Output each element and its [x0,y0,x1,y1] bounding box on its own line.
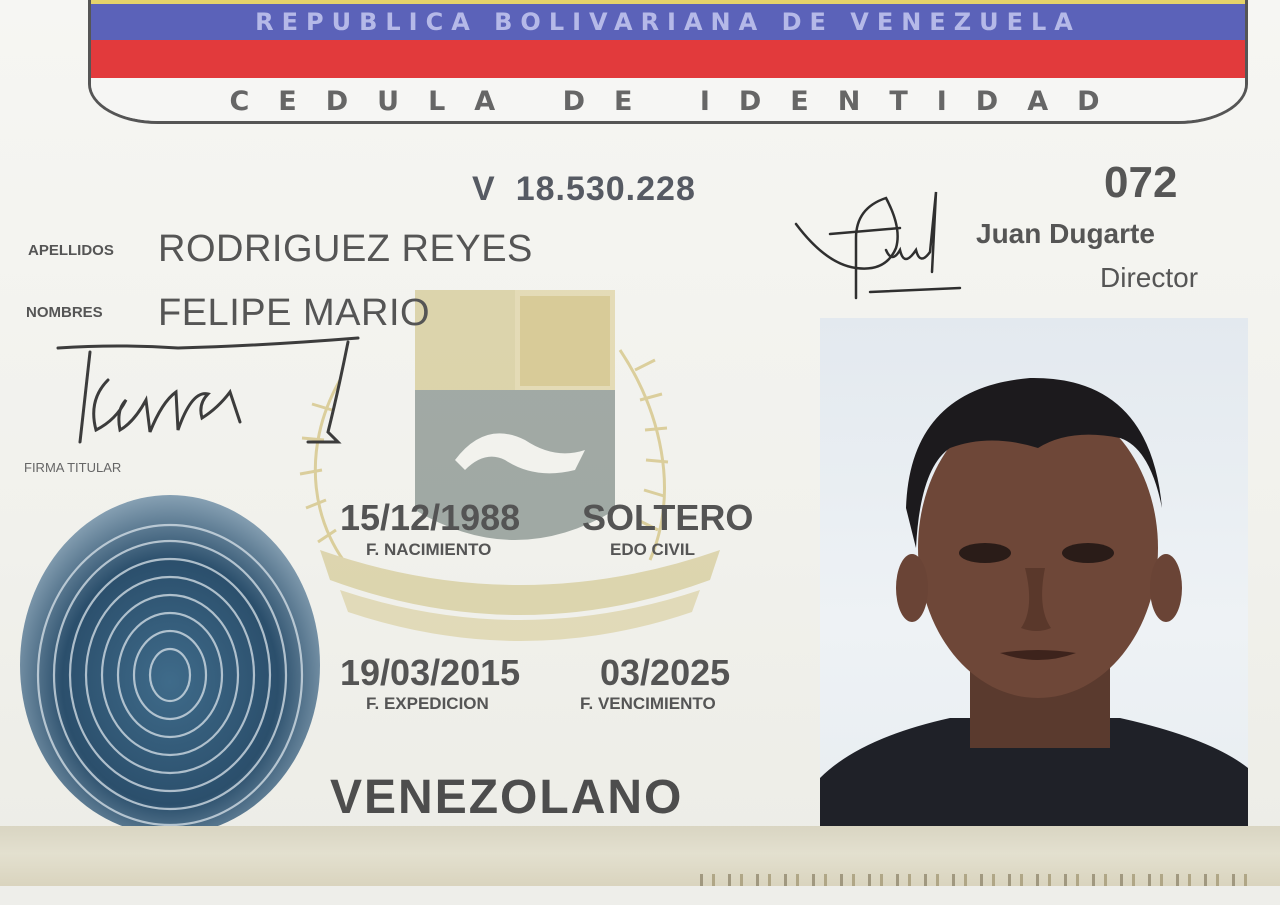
nationality: VENEZOLANO [330,771,684,824]
flag-red-stripe [91,40,1245,78]
civil-status-value: SOLTERO [582,497,754,538]
republic-title: REPUBLICA BOLIVARIANA DE VENEZUELA [255,8,1081,36]
holder-signature-icon [50,330,370,460]
id-number-value: 18.530.228 [515,170,696,208]
birth-date-value: 15/12/1988 [340,497,521,538]
director-title: Director [1100,262,1199,293]
issue-date-value: 19/03/2015 [340,652,521,693]
expiry-date-value: 03/2025 [600,652,731,693]
surnames-value: RODRIGUEZ REYES [158,228,533,270]
director-signature-icon [790,180,970,310]
names-label: NOMBRES [26,304,103,321]
director-name: Juan Dugarte [976,218,1155,249]
portrait-icon [820,318,1248,826]
fingerprint-icon [10,485,330,830]
holder-photo [820,318,1248,826]
names-value: FELIPE MARIO [158,292,431,334]
background-edge [0,886,1280,905]
id-number [472,170,696,209]
id-prefix: V [472,170,496,208]
civil-status-label: EDO CIVIL [610,540,696,559]
birth-date-label: F. NACIMIENTO [366,540,492,559]
expiry-date-label: F. VENCIMIENTO [580,694,716,713]
card-bottom-edge [0,826,1280,905]
document-type: CEDULA DE IDENTIDAD [229,86,1129,117]
serial-number: 072 [1104,158,1178,207]
flag-header [88,0,1248,124]
surnames-label: APELLIDOS [28,242,114,259]
issue-date-label: F. EXPEDICION [366,694,489,713]
holder-signature-label: FIRMA TITULAR [24,460,122,475]
